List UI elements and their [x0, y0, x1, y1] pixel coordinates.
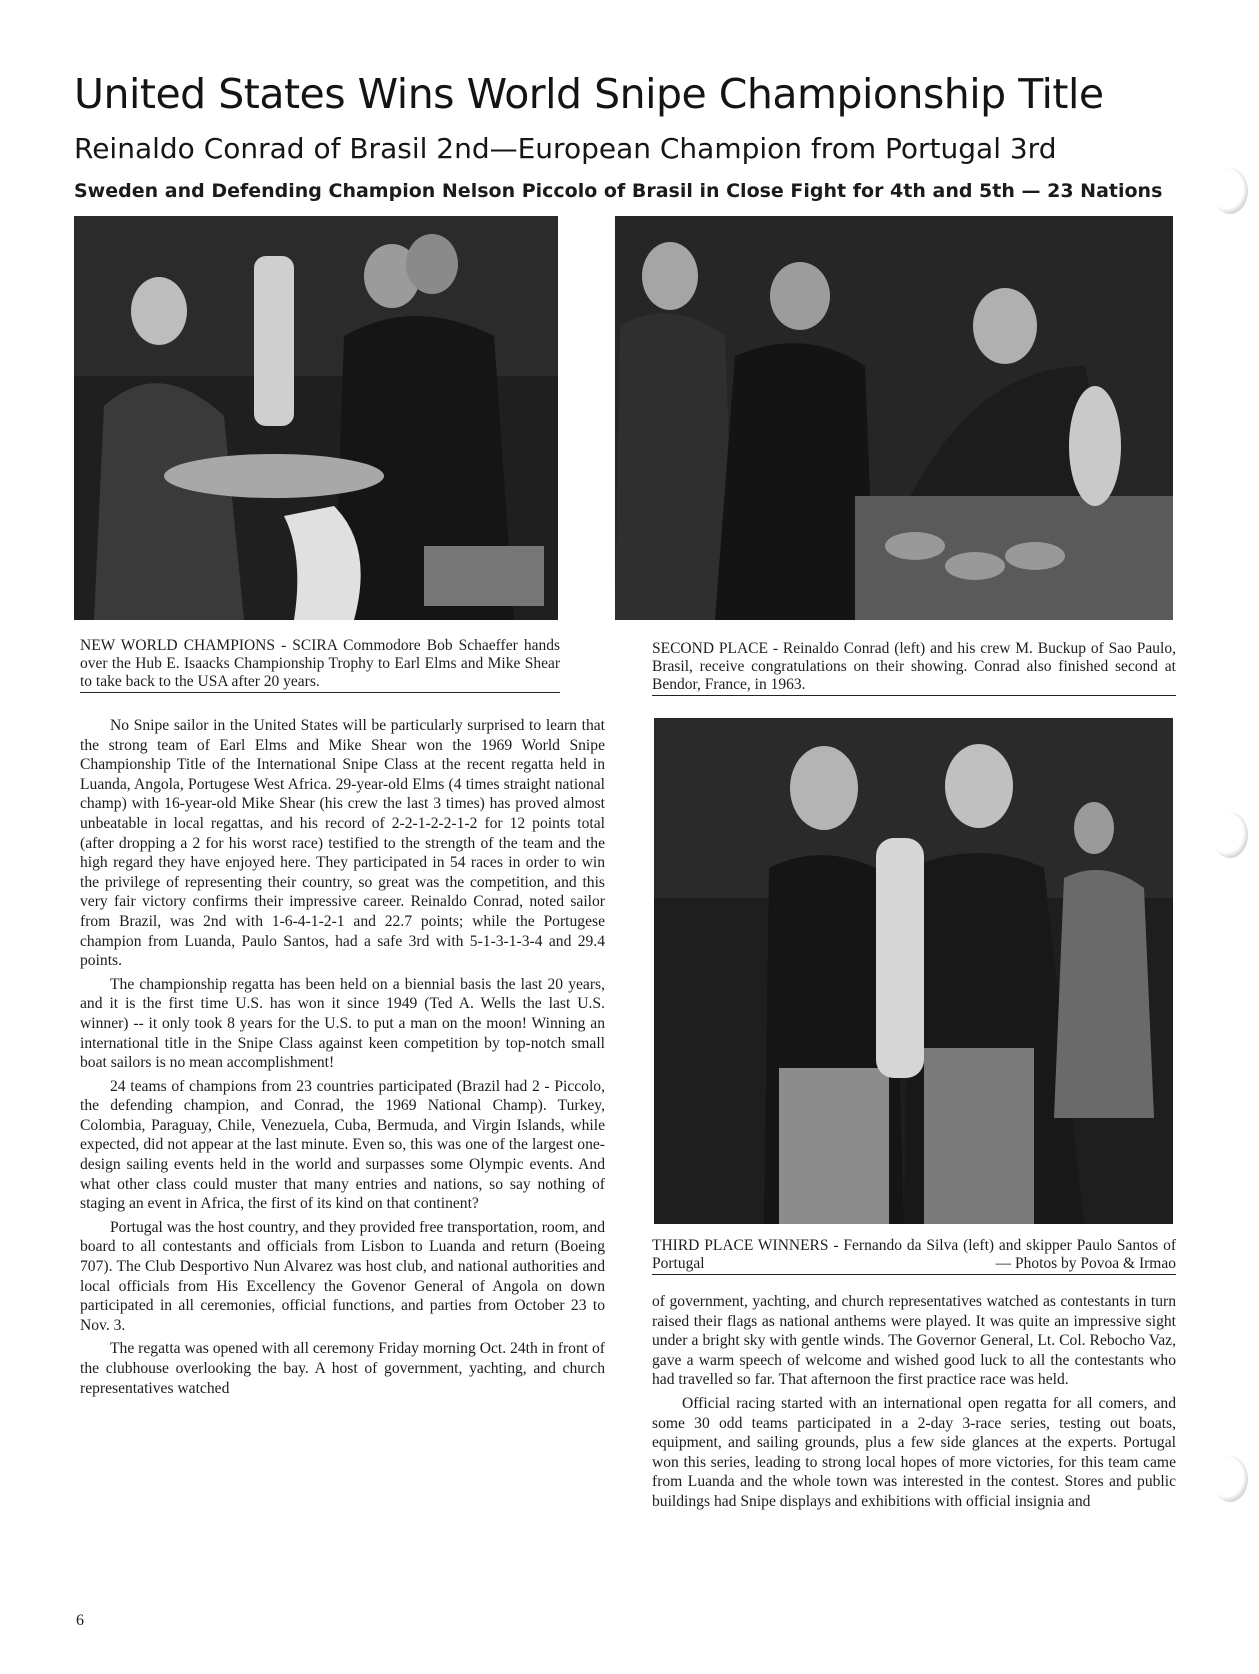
paragraph: Portugal was the host country, and they provided free transportation, room, and board to all contestants and officials from Lisbon to Luanda and return (Boeing 707). The Club Desportivo Nun Alvarez was host club, and national authorities and local officials from His Excellency the Govenor General of Angola on down participated in all ceremonies, official functions, and parties from October 23 to Nov. 3. — [80, 1218, 605, 1334]
subheadline-secondary: Sweden and Defending Champion Nelson Piccolo of Brasil in Close Fight for 4th and 5th — 23 Nations — [74, 180, 1163, 202]
binder-hole-icon — [1212, 812, 1248, 858]
photo-world-champions-image — [74, 216, 558, 620]
caption-rule — [652, 1274, 1176, 1275]
subheadline-primary: Reinaldo Conrad of Brasil 2nd—European Champion from Portugal 3rd — [74, 132, 1057, 165]
page-number: 6 — [76, 1612, 84, 1629]
caption-world-champions — [80, 637, 560, 693]
paragraph: of government, yachting, and church representatives watched as contestants in turn raised their flags as national anthems were played. It was quite an impressive sight under a bright sky with gentle winds. The Governor General, Lt. Col. Rebocho Vaz, gave a warm speech of welcome and wished good luck to all the contestants who had travelled so far. That afternoon the first practice race was held. — [652, 1293, 1176, 1389]
paragraph: The regatta was opened with all ceremony Friday morning Oct. 24th in front of the clubhouse overlooking the bay. A host of government, yachting, and church representatives watched — [80, 1340, 605, 1397]
photo-world-champions — [74, 216, 558, 620]
caption-world-champions-text: NEW WORLD CHAMPIONS - SCIRA Commodore Bob Schaeffer hands over the Hub E. Isaacks Championship Trophy to Earl Elms and Mike Shear to take back to the USA after 20 years. — [80, 637, 560, 690]
article-body-left-column — [80, 716, 605, 1402]
caption-third-place-text: THIRD PLACE WINNERS - Fernando da Silva (left) and skipper Paulo Santos of Portugal — [652, 1237, 1176, 1272]
paragraph: Official racing started with an international open regatta for all comers, and some 30 odd teams participated in a 2-day 3-race series, testing out boats, equipment, and sailing grounds, plus a few side glances at the experts. Portugal won this series, leading to strong local hopes of more victories, for this team came from Luanda and the whole town was interested in the contest. Stores and public buildings had Snipe displays and exhibitions with official insignia and — [652, 1394, 1176, 1510]
binder-hole-icon — [1212, 1456, 1248, 1502]
paragraph: The championship regatta has been held on a biennial basis the last 20 years, and it is the first time U.S. has won it since 1949 (Ted A. Wells the last U.S. winner) -- it only took 8 years for the U.S. to put a man on the moon! Winning an international title in the Snipe Class against keen competition by top-notch small boat sailors is no mean accomplishment! — [80, 975, 605, 1072]
photo-third-place — [654, 718, 1173, 1224]
paragraph: No Snipe sailor in the United States will be particularly surprised to learn that the strong team of Earl Elms and Mike Shear won the 1969 World Snipe Championship Title of the International Snipe Class at the recent regatta held in Luanda, Angola, Portugese West Africa. 29-year-old Elms (4 times straight national champ) with 16-year-old Mike Shear (his crew the last 3 times) has proved almost unbeatable in local regattas, and his record of 2-2-1-2-2-1-2 for 12 points total (after dropping a 2 for his worst race) testified to the strength of the team and the high regard they have enjoyed here. They participated in 54 races in order to win the privilege of representing their country, so great was the competition, and this very fair victory confirms their impressive career. Reinaldo Conrad, noted sailor from Brazil, was 2nd with 1-6-4-1-2-1 and 22.7 points; while the Portugese champion from Luanda, Paulo Santos, had a safe 3rd with 5-1-3-1-3-4 and 29.4 points. — [80, 717, 605, 970]
headline: United States Wins World Snipe Championship Title — [74, 70, 1104, 118]
photo-third-place-image — [654, 718, 1173, 1224]
caption-second-place-text: SECOND PLACE - Reinaldo Conrad (left) and his crew M. Buckup of Sao Paulo, Brasil, receive congratulations on their showing. Conrad also finished second at Bendor, France, in 1963. — [652, 640, 1176, 693]
photo-credit: — Photos by Povoa & Irmao — [995, 1255, 1176, 1272]
binder-hole-icon — [1212, 168, 1248, 214]
article-body-right-column — [652, 1292, 1176, 1516]
caption-rule — [652, 695, 1176, 696]
caption-second-place — [652, 640, 1176, 696]
paragraph: 24 teams of champions from 23 countries participated (Brazil had 2 - Piccolo, the defending champion, and Conrad, the 1969 National Champ). Turkey, Colombia, Paraguay, Chile, Venezuela, Cuba, Bermuda, and Virgin Islands, while expected, did not appear at the last minute. Even so, this was one of the largest one-design sailing events held in the world and surpasses some Olympic events. And what other class could muster that many entries and nations, so say nothing of staging an event in Africa, the first of its kind on that continent? — [80, 1077, 605, 1213]
photo-second-place — [615, 216, 1173, 620]
caption-third-place — [652, 1237, 1176, 1275]
caption-rule — [80, 692, 560, 693]
photo-second-place-image — [615, 216, 1173, 620]
